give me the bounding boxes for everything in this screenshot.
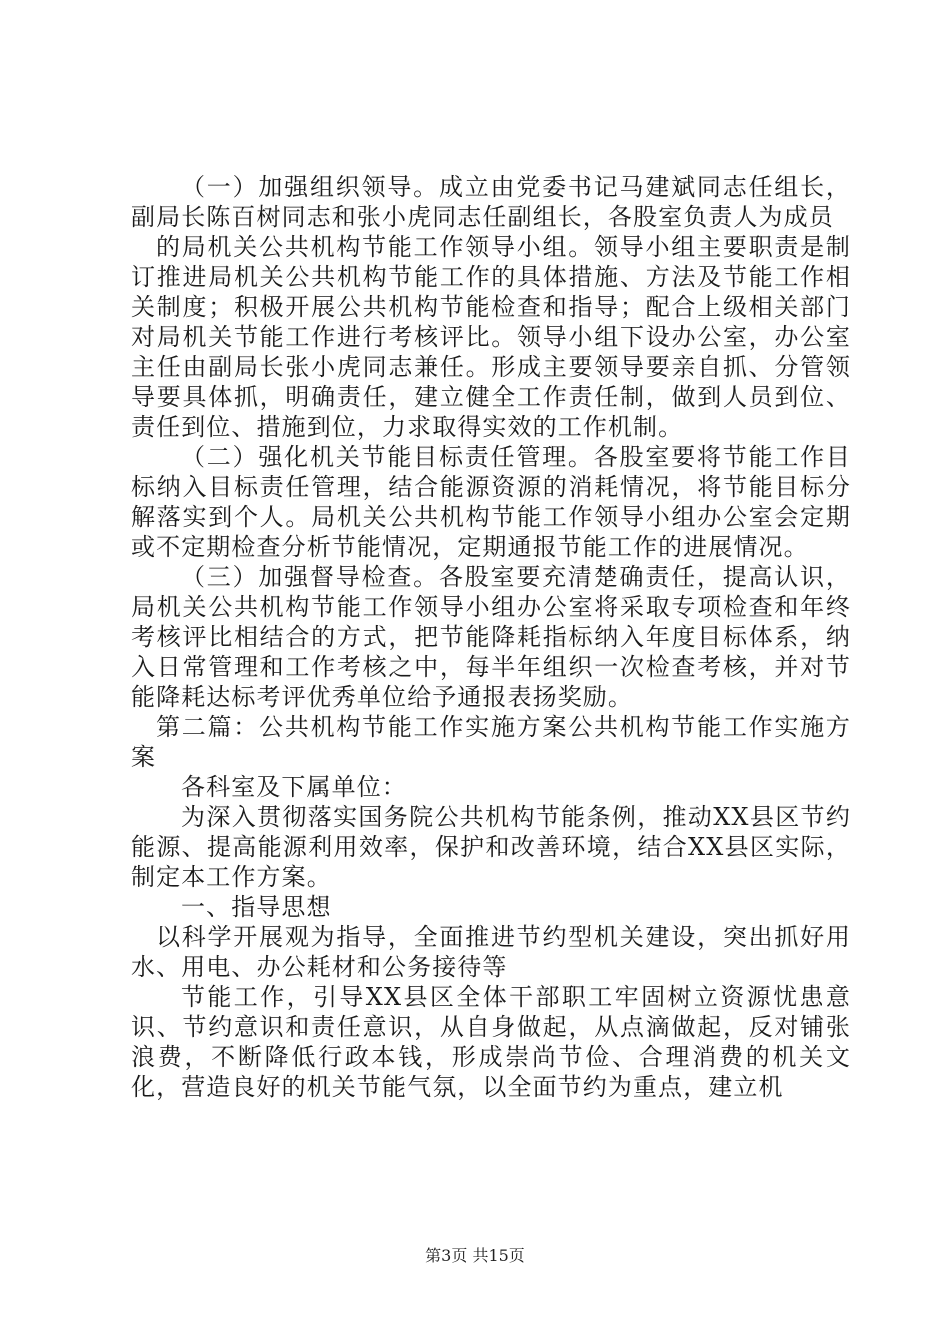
salutation: 各科室及下属单位： bbox=[181, 773, 407, 801]
paragraph-4: （三）加强督导检查。各股室要充清楚确责任，提高认识，局机关公共机构节能工作领导小组办公室将采取专项检查和年终考核评比相结合的方式，把节能降耗指标纳入年度目标体系，纳入日常管理和工作考核之中，每半年组织一次检查考核，并对节能降耗达标考评优秀单位给予通报表扬奖励。 bbox=[131, 563, 851, 711]
paragraph-1: （一）加强组织领导。成立由党委书记马建斌同志任组长，副局长陈百树同志和张小虎同志任副组长，各股室负责人为成员 bbox=[131, 173, 851, 231]
section-heading: 第二篇：公共机构节能工作实施方案公共机构节能工作实施方案 bbox=[131, 713, 851, 771]
paragraph-5: 为深入贯彻落实国务院公共机构节能条例，推动XX县区节约能源、提高能源利用效率，保护和改善环境，结合XX县区实际，制定本工作方案。 bbox=[131, 803, 851, 891]
paragraph-3: （二）强化机关节能目标责任管理。各股室要将节能工作目标纳入目标责任管理，结合能源资源的消耗情况，将节能目标分解落实到个人。局机关公共机构节能工作领导小组办公室会定期或不定期检查分析节能情况，定期通报节能工作的进展情况。 bbox=[131, 443, 851, 561]
paragraph-2: 的局机关公共机构节能工作领导小组。领导小组主要职责是制订推进局机关公共机构节能工作的具体措施、方法及节能工作相关制度；积极开展公共机构节能检查和指导；配合上级相关部门对局机关节能工作进行考核评比。领导小组下设办公室，办公室主任由副局长张小虎同志兼任。形成主要领导要亲自抓、分管领导要具体抓，明确责任，建立健全工作责任制，做到人员到位、责任到位、措施到位，力求取得实效的工作机制。 bbox=[131, 233, 851, 441]
document-body bbox=[131, 172, 851, 1102]
paragraph-7: 节能工作，引导XX县区全体干部职工牢固树立资源忧患意识、节约意识和责任意识，从自身做起，从点滴做起，反对铺张浪费，不断降低行政本钱，形成崇尚节俭、合理消费的机关文化，营造良好的机关节能气氛，以全面节约为重点，建立机 bbox=[131, 983, 851, 1101]
paragraph-6: 以科学开展观为指导，全面推进节约型机关建设，突出抓好用水、用电、办公耗材和公务接待等 bbox=[131, 923, 851, 981]
page-number-footer: 第3页 共15页 bbox=[425, 1246, 525, 1265]
subheading-guiding-ideology: 一、指导思想 bbox=[181, 893, 332, 921]
